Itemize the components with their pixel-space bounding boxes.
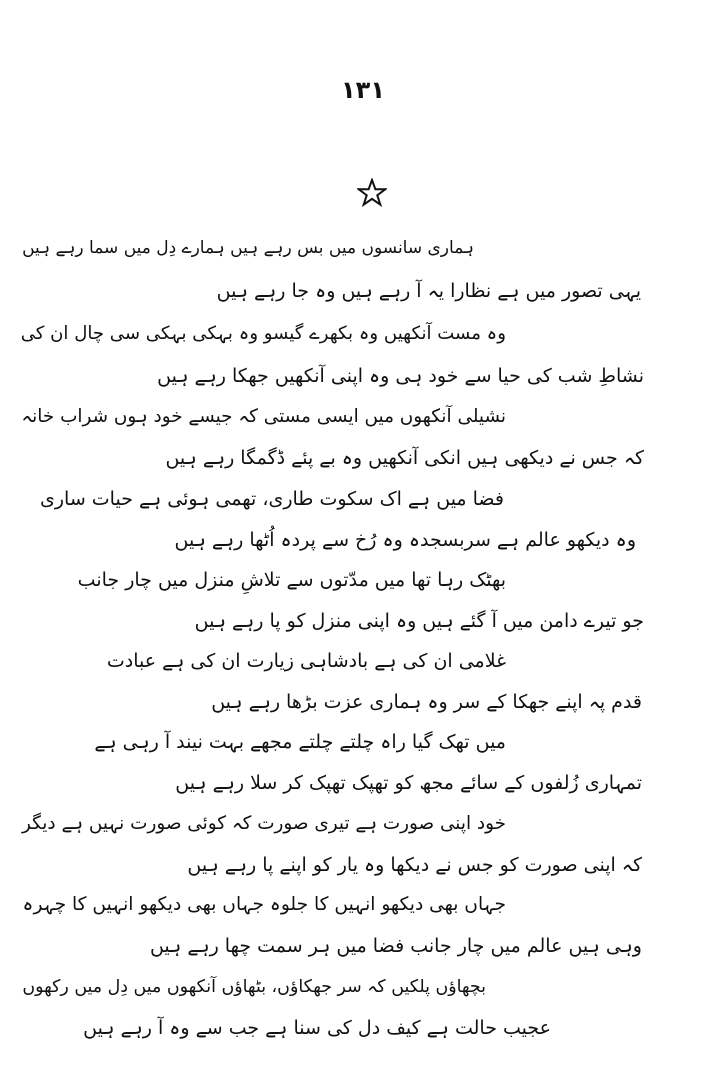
verse-line: عجیب حالت ہے کیف دل کی سنا ہے جب سے وہ آ رہے ہیں xyxy=(83,1017,551,1039)
verse-line: وہ مست آنکھیں وہ بکھرے گیسو وہ بہکی بہکی سی چال ان کی xyxy=(20,323,506,344)
verse-line: وہی ہیں عالم میں چار جانب فضا میں ہر سمت چھا رہے ہیں xyxy=(149,935,642,957)
verse-line: جو تیرے دامن میں آ گئے ہیں وہ اپنی منزل کو پا رہے ہیں xyxy=(194,610,644,632)
verse-line: خود اپنی صورت ہے تیری صورت کہ کوئی صورت نہیں ہے دیگر xyxy=(21,813,506,834)
page-number: ۱۳۱ xyxy=(341,76,385,104)
verse-line: نشاطِ شب کی حیا سے خود ہی وہ اپنی آنکھیں جھکا رہے ہیں xyxy=(157,365,644,387)
star-icon xyxy=(357,178,387,208)
verse-line: بھٹک رہا تھا میں مدّتوں سے تلاشِ منزل میں چار جانب xyxy=(77,569,506,591)
verse-line: تمہاری زُلفوں کے سائے مجھ کو تھپک تھپک کر سلا رہے ہیں xyxy=(175,772,642,794)
verse-line: ہماری سانسوں میں بس رہے ہیں ہمارے دِل میں سما رہے ہیں xyxy=(22,238,474,258)
verse-line: وہ دیکھو عالم ہے سربسجدہ وہ رُخ سے پردہ اُٹھا رہے ہیں xyxy=(174,529,636,551)
verse-line: کہ اپنی صورت کو جس نے دیکھا وہ یار کو اپنے پا رہے ہیں xyxy=(187,854,642,876)
verse-line: کہ جس نے دیکھی ہیں انکی آنکھیں وہ بے پئے ڈگمگا رہے ہیں xyxy=(165,447,644,469)
verse-line: جہاں بھی دیکھو انہیں کا جلوہ جہاں بھی دیکھو انہیں کا چہرہ xyxy=(22,894,506,915)
verse-line: یہی تصور میں ہے نظارا یہ آ رہے ہیں وہ جا رہے ہیں xyxy=(216,280,641,302)
verse-line: میں تھک گیا راہ چلتے چلتے مجھے بہت نیند آ رہی ہے xyxy=(94,731,506,753)
verse-line: قدم پہ اپنے جھکا کے سر وہ ہماری عزت بڑھا رہے ہیں xyxy=(211,691,642,713)
verse-line: غلامی ان کی ہے بادشاہی زیارت ان کی ہے عبادت xyxy=(106,650,506,672)
verse-line: نشیلی آنکھوں میں ایسی مستی کہ جیسے خود ہوں شراب خانہ xyxy=(21,406,506,427)
verse-line: بچھاؤں پلکیں کہ سر جھکاؤں، بٹھاؤں آنکھوں میں دِل میں رکھوں xyxy=(22,977,486,997)
verse-line: فضا میں ہے اک سکوت طاری، تھمی ہوئی ہے حیات ساری xyxy=(40,488,504,510)
